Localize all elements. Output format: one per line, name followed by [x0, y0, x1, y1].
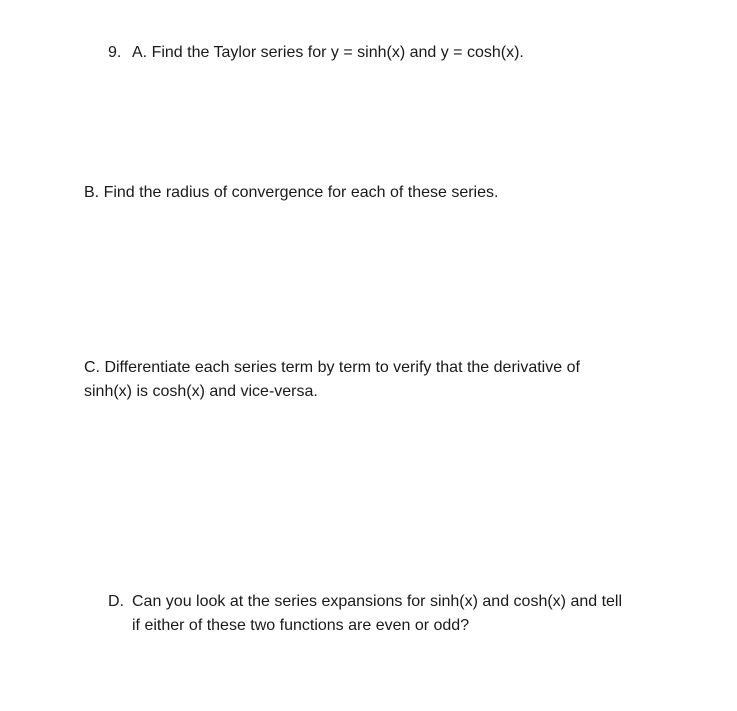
question-9-part-d [108, 590, 622, 638]
part-d-line-2: if either of these two functions are even or odd? [132, 617, 470, 634]
part-c-line-2: sinh(x) is cosh(x) and vice-versa. [84, 383, 318, 400]
part-a-text: A. Find the Taylor series for y = sinh(x) and y = cosh(x). [132, 44, 524, 61]
question-9-part-a [108, 41, 524, 65]
question-number: 9. [108, 44, 122, 61]
part-d-marker: D. [108, 593, 124, 610]
question-9-part-c [84, 356, 580, 404]
part-d-line-1: Can you look at the series expansions for sinh(x) and cosh(x) and tell [132, 593, 623, 610]
question-9-part-b [84, 181, 498, 205]
part-b-text: B. Find the radius of convergence for each of these series. [84, 184, 499, 201]
part-c-line-1: C. Differentiate each series term by term to verify that the derivative of [84, 359, 580, 376]
